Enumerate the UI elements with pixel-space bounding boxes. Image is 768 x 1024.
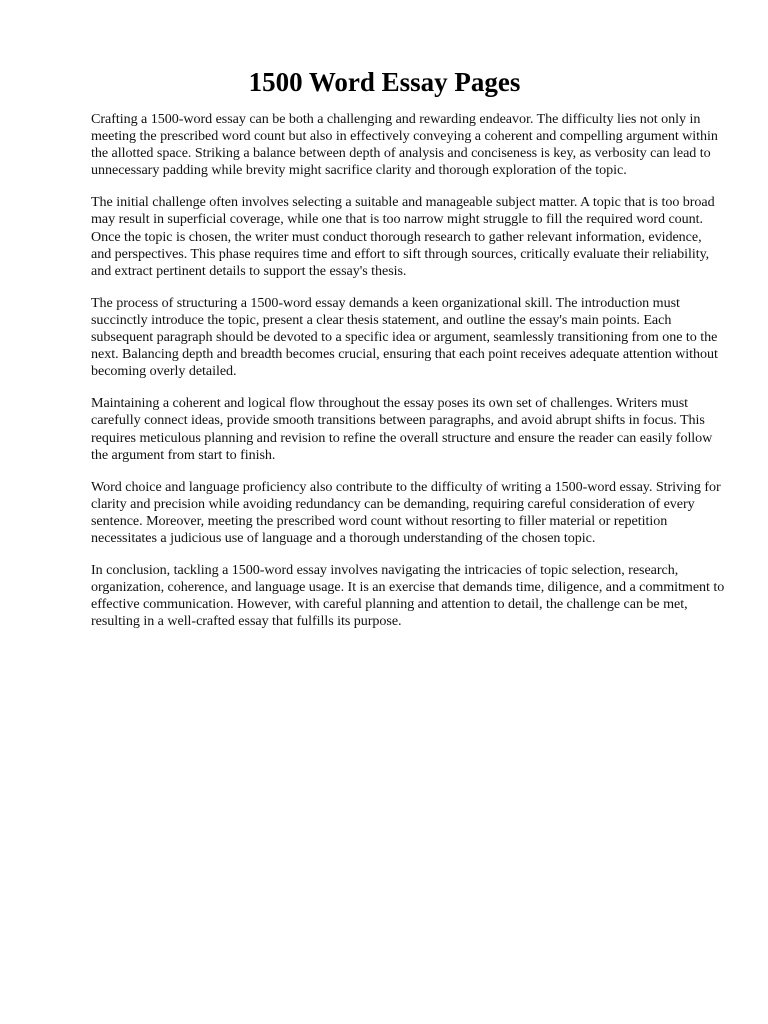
document-title: 1500 Word Essay Pages (248, 67, 521, 97)
paragraph-1: Crafting a 1500-word essay can be both a challenging and rewarding endeavor. The difficulty lies not only in meeting the prescribed word count but also in effectively conveying a coherent and compelling argument within the allotted space. Striking a balance between depth of analysis and conciseness is key, as verbosity can lead to unnecessary padding while brevity might sacrifice clarity and thorough exploration of the topic. (91, 111, 718, 179)
document-body (91, 111, 725, 630)
paragraph-2: The initial challenge often involves selecting a suitable and manageable subject matter. A topic that is too broad may result in superficial coverage, while one that is too narrow might struggle to fill the required word count. Once the topic is chosen, the writer must conduct thorough research to gather relevant information, evidence, and perspectives. This phase requires time and effort to sift through sources, critically evaluate their reliability, and extract pertinent details to support the essay's thesis. (91, 194, 715, 279)
paragraph-6: In conclusion, tackling a 1500-word essay involves navigating the intricacies of topic selection, research, organization, coherence, and language usage. It is an exercise that demands time, diligence, and a commitment to effective communication. However, with careful planning and attention to detail, the challenge can be met, resulting in a well-crafted essay that fulfills its purpose. (91, 562, 725, 630)
paragraph-3: The process of structuring a 1500-word essay demands a keen organizational skill. The introduction must succinctly introduce the topic, present a clear thesis statement, and outline the essay's main points. Each subsequent paragraph should be devoted to a specific idea or argument, seamlessly transitioning from one to the next. Balancing depth and breadth becomes crucial, ensuring that each point receives adequate attention without becoming overly detailed. (91, 294, 718, 380)
paragraph-4: Maintaining a coherent and logical flow throughout the essay poses its own set of challenges. Writers must carefully connect ideas, provide smooth transitions between paragraphs, and avoid abrupt shifts in focus. This requires meticulous planning and revision to refine the overall structure and ensure the reader can easily follow the argument from start to finish. (91, 395, 713, 463)
paragraph-5: Word choice and language proficiency also contribute to the difficulty of writing a 1500-word essay. Striving for clarity and precision while avoiding redundancy can be demanding, requiring careful consideration of every sentence. Moreover, meeting the prescribed word count without resorting to filler material or repetition necessitates a judicious use of language and a thorough understanding of the chosen topic. (91, 478, 721, 546)
